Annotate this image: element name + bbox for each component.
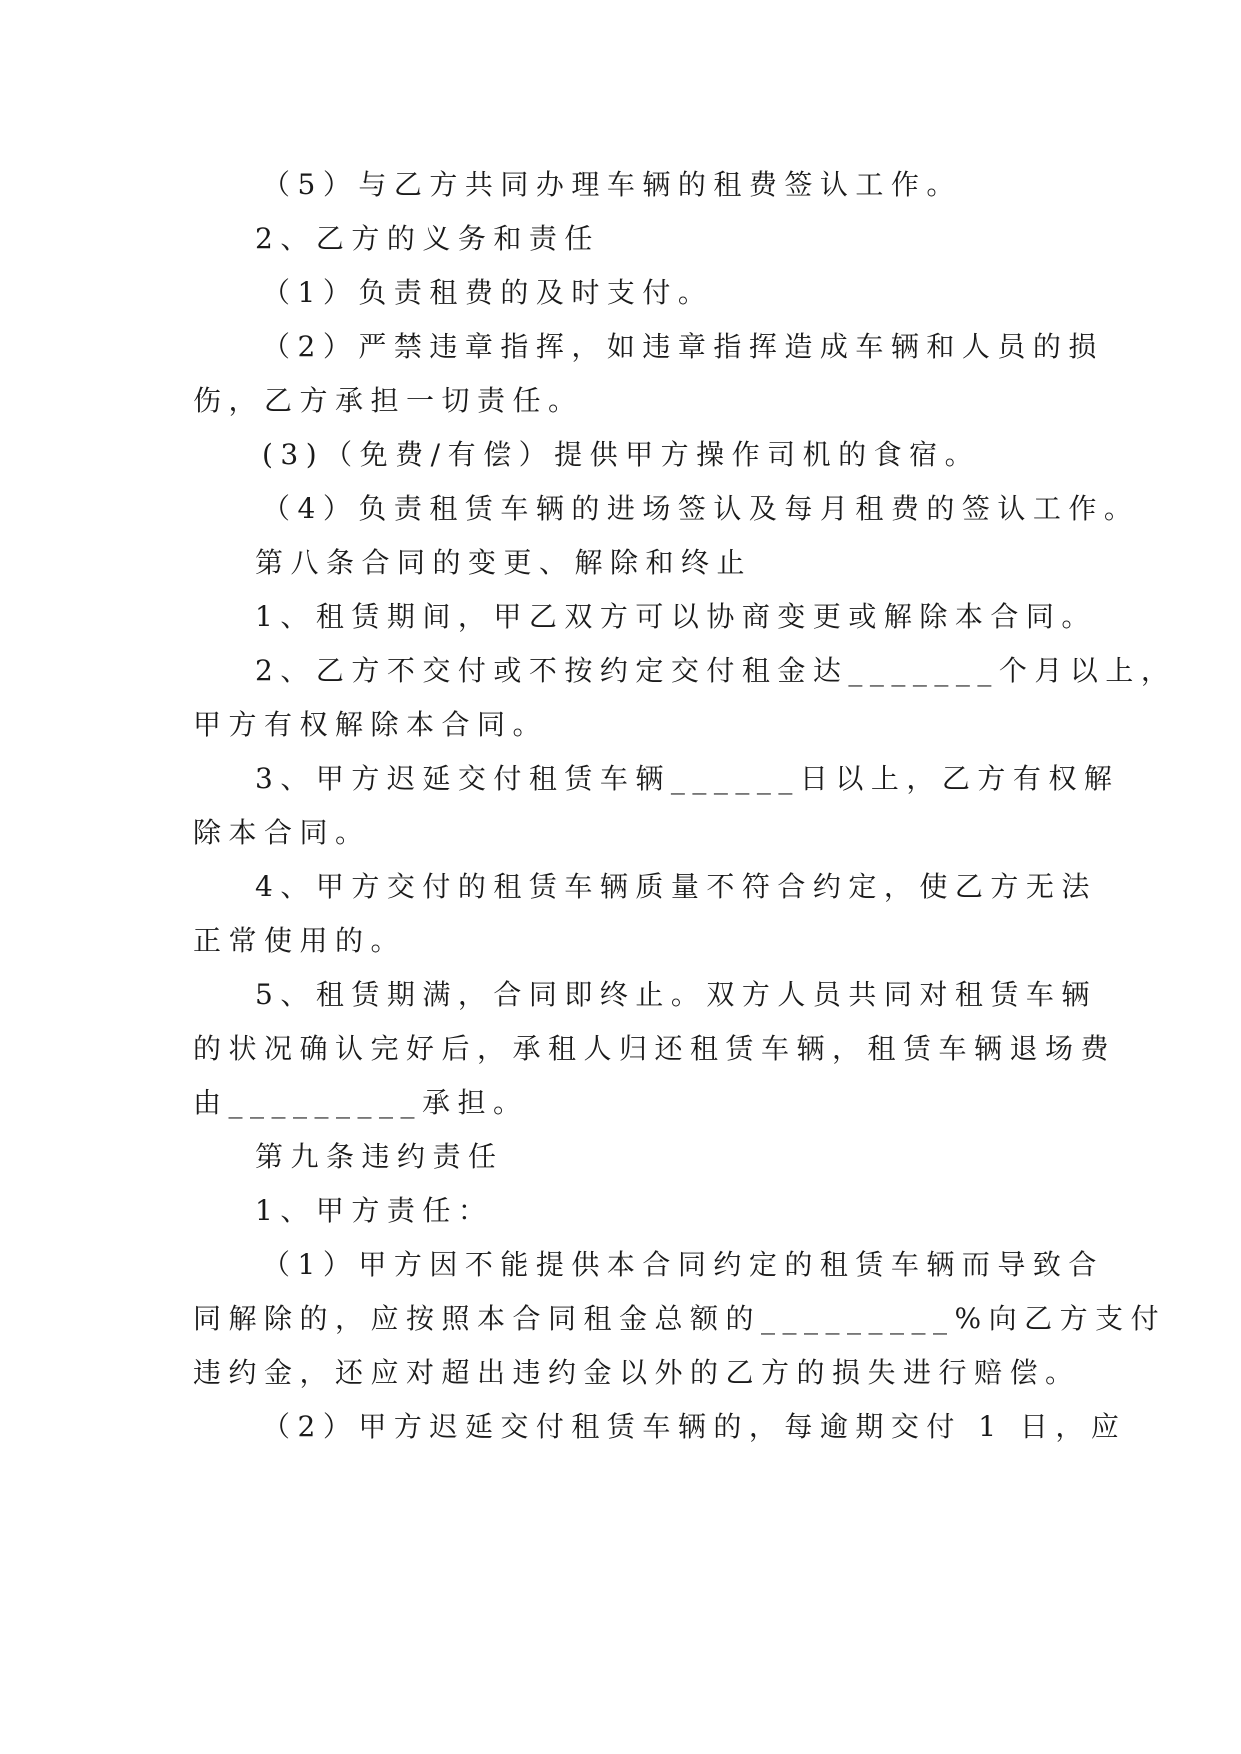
paragraph-line: （4）负责租赁车辆的进场签认及每月租费的签认工作。	[262, 492, 1140, 525]
paragraph-line: 2、乙方不交付或不按约定交付租金达_______个月以上，	[255, 654, 1177, 687]
paragraph-line: (3)（免费/有偿）提供甲方操作司机的食宿。	[262, 438, 981, 471]
paragraph-line: 的状况确认完好后，承租人归还租赁车辆，租赁车辆退场费	[193, 1032, 1117, 1065]
paragraph-line: （1）甲方因不能提供本合同约定的租赁车辆而导致合	[262, 1248, 1104, 1281]
paragraph-line: （5）与乙方共同办理车辆的租费签认工作。	[262, 168, 962, 201]
paragraph-line: 甲方有权解除本合同。	[193, 708, 549, 741]
paragraph-line: （1）负责租费的及时支付。	[262, 276, 714, 309]
paragraph-line: 5、租赁期满，合同即终止。双方人员共同对租赁车辆	[255, 978, 1097, 1011]
paragraph-line: 1、租赁期间，甲乙双方可以协商变更或解除本合同。	[255, 600, 1097, 633]
paragraph-line: 同解除的，应按照本合同租金总额的_________%向乙方支付	[193, 1302, 1167, 1335]
paragraph-line: 伤，乙方承担一切责任。	[193, 384, 584, 417]
article-heading: 第八条合同的变更、解除和终止	[255, 546, 753, 579]
paragraph-line: 正常使用的。	[193, 924, 407, 957]
paragraph-line: 3、甲方迟延交付租赁车辆______日以上，乙方有权解	[255, 762, 1120, 795]
paragraph-line: 由_________承担。	[193, 1086, 529, 1119]
paragraph-line: 4、甲方交付的租赁车辆质量不符合约定，使乙方无法	[255, 870, 1097, 903]
paragraph-line: （2）严禁违章指挥，如违章指挥造成车辆和人员的损	[262, 330, 1104, 363]
article-heading: 第九条违约责任	[255, 1140, 504, 1173]
section-heading: 2、乙方的义务和责任	[255, 222, 600, 255]
paragraph-line: 除本合同。	[193, 816, 371, 849]
section-heading: 1、甲方责任：	[255, 1194, 494, 1227]
paragraph-line: （2）甲方迟延交付租赁车辆的，每逾期交付 1 日，应	[262, 1410, 1127, 1443]
paragraph-line: 违约金，还应对超出违约金以外的乙方的损失进行赔偿。	[193, 1356, 1081, 1389]
